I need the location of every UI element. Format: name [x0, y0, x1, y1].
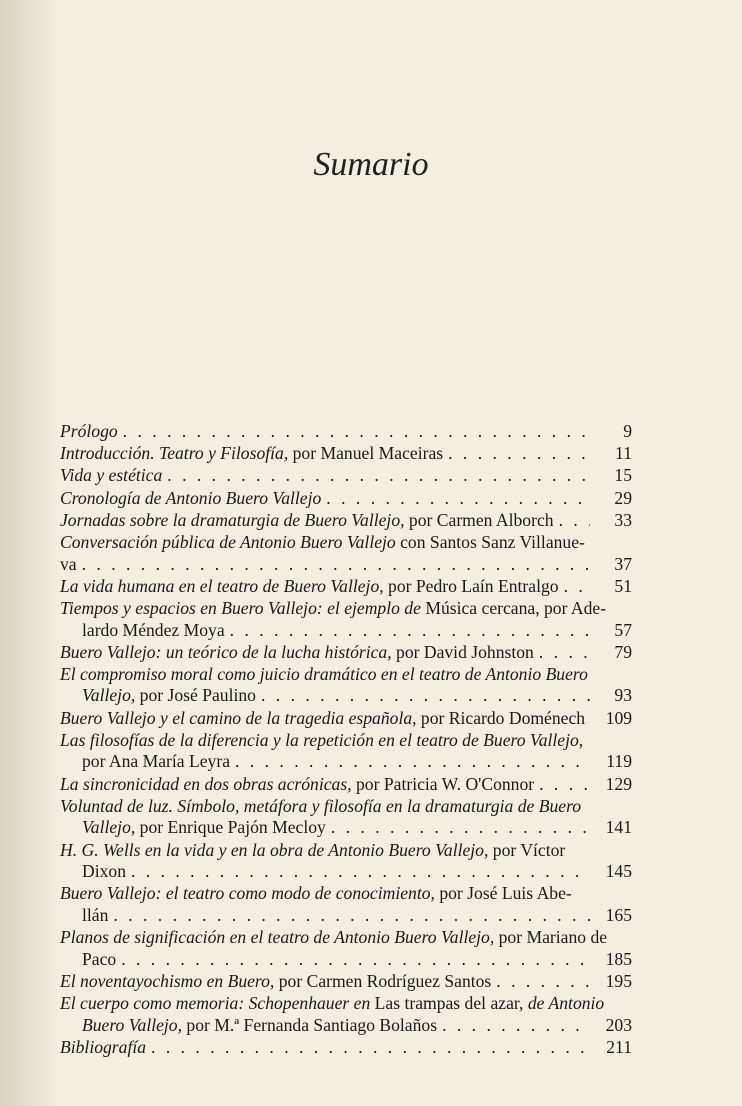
page-number: 9	[623, 421, 632, 441]
toc-entry: Jornadas sobre la dramaturgia de Buero Vallejo, por Carmen Alborch . . . 33	[60, 510, 632, 532]
toc-entry: Vida y estética . . . 15	[60, 465, 632, 487]
page-number: 203	[605, 1014, 632, 1035]
toc-entry: Introducción. Teatro y Filosofía, por Manuel Maceiras . . . 11	[60, 443, 632, 465]
toc-entry: H. G. Wells en la vida y en la obra de Antonio Buero Vallejo, por Víctor Dixon . . . 145	[60, 840, 632, 883]
toc-entry: Voluntad de luz. Símbolo, metáfora y filosofía en la dramaturgia de Buero Vallejo, por Enrique Pajón Mecloy . . . 141	[60, 796, 632, 839]
page-number: 145	[605, 861, 632, 882]
toc-entry: Prólogo . . . 9	[60, 421, 632, 443]
page-number: 11	[615, 443, 632, 464]
page-number: 109	[605, 707, 633, 728]
toc-entry: La vida humana en el teatro de Buero Vallejo, por Pedro Laín Entralgo . . . 51	[60, 576, 632, 598]
page-number: 33	[614, 509, 632, 530]
page-number: 29	[614, 487, 632, 508]
page-number: 141	[605, 817, 632, 838]
toc-entry: El cuerpo como memoria: Schopenhauer en Las trampas del azar, de Antonio Buero Vallejo, por M.ª Fernanda Santiago Bolaños . . . 203	[60, 993, 632, 1036]
page-number: 57	[614, 619, 632, 640]
page-number: 211	[606, 1036, 632, 1057]
toc-entry: Tiempos y espacios en Buero Vallejo: el ejemplo de Música cercana, por Ade- lardo Méndez Moya . . . 57	[60, 598, 632, 641]
page-number: 37	[614, 553, 632, 574]
toc-entry: Buero Vallejo y el camino de la tragedia española, por Ricardo Doménech 109	[60, 707, 633, 728]
page-title: Sumario	[313, 146, 429, 183]
toc-entry: El compromiso moral como juicio dramático en el teatro de Antonio Buero Vallejo, por José Paulino . . . 93	[60, 664, 632, 707]
toc-entry: Planos de significación en el teatro de Antonio Buero Vallejo, por Mariano de Paco . . . 185	[60, 927, 632, 970]
page-number: 165	[605, 904, 632, 925]
page-number: 93	[614, 685, 632, 706]
page-number: 51	[614, 575, 632, 596]
toc-entry: La sincronicidad en dos obras acrónicas, por Patricia W. O'Connor . . . 129	[60, 774, 632, 796]
page-number: 15	[614, 465, 632, 486]
toc-entry: Cronología de Antonio Buero Vallejo . . . 29	[60, 488, 632, 510]
page-number: 185	[605, 948, 632, 969]
toc-entry: El noventayochismo en Buero, por Carmen Rodríguez Santos . . . 195	[60, 971, 632, 993]
page-number: 79	[614, 641, 632, 662]
toc-entry: Conversación pública de Antonio Buero Vallejo con Santos Sanz Villanue- va . . . 37	[60, 532, 632, 575]
page-number: 195	[605, 970, 632, 991]
toc-entry: Bibliografía . . . 211	[60, 1037, 632, 1059]
page-number: 129	[605, 773, 632, 794]
table-of-contents	[60, 421, 632, 1059]
page-number: 119	[606, 751, 632, 772]
toc-entry: Buero Vallejo: el teatro como modo de conocimiento, por José Luis Abe- llán . . . 165	[60, 883, 632, 926]
toc-entry: Buero Vallejo: un teórico de la lucha histórica, por David Johnston . . . 79	[60, 642, 632, 664]
toc-entry: Las filosofías de la diferencia y la repetición en el teatro de Buero Vallejo, por Ana María Leyra . . . 119	[60, 730, 632, 773]
